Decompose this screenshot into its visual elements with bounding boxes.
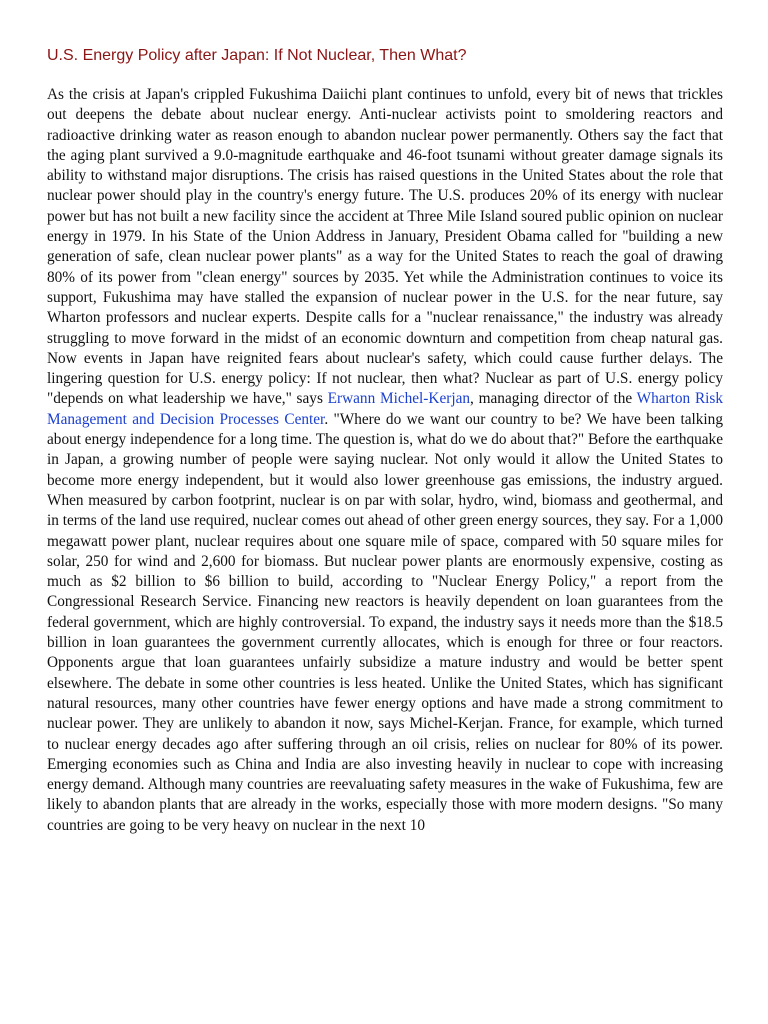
article-body — [47, 85, 723, 836]
body-text-segment-3: . "Where do we want our country to be? We have been talking about energy independence for a long time. The question is, what do we do about that?" Before the earthquake in Japan, a growing number of people were saying nuclear. Not only would it allow the United States to become more energy independent, but it would also lower greenhouse gas emissions, the industry argued. When measured by carbon footprint, nuclear is on par with solar, hydro, wind, biomass and geothermal, and in terms of the land use required, nuclear comes out ahead of other green energy sources, they say. For a 1,000 megawatt power plant, nuclear requires about one square mile of space, compared with 50 square miles for solar, 250 for wind and 2,600 for biomass. But nuclear power plants are enormously expensive, costing as much as $2 billion to $6 billion to build, according to "Nuclear Energy Policy," a report from the Congressional Research Service. Financing new reactors is heavily dependent on loan guarantees from the federal government, which are highly controversial. To expand, the industry says it needs more than the $18.5 billion in loan guarantees the government currently allocates, which is enough for three or four reactors. Opponents argue that loan guarantees unfairly subsidize a mature industry and would be better spent elsewhere. The debate in some other countries is less heated. Unlike the United States, which has significant natural resources, many other countries have fewer energy options and have made a strong commitment to nuclear power. They are unlikely to abandon it now, says Michel-Kerjan. France, for example, which turned to nuclear energy decades ago after suffering through an oil crisis, relies on nuclear for 80% of its power. Emerging economies such as China and India are also investing heavily in nuclear to cope with increasing energy demand. Although many countries are reevaluating safety measures in the wake of Fukushima, few are likely to abandon plants that are already in the works, especially those with more modern designs. "So many countries are going to be very heavy on nuclear in the next 10 — [47, 410, 723, 834]
body-text-segment-2: , managing director of the — [470, 390, 637, 408]
organization-link-wharton-risk-center[interactable]: Wharton Risk Management and Decision Processes Center — [47, 390, 723, 428]
person-link-michel-kerjan[interactable]: Erwann Michel-Kerjan — [327, 390, 471, 408]
article-title: U.S. Energy Policy after Japan: If Not Nuclear, Then What? — [47, 47, 467, 64]
document-page — [47, 0, 723, 836]
body-text-segment-1: As the crisis at Japan's crippled Fukushima Daiichi plant continues to unfold, every bit of news that trickles out deepens the debate about nuclear energy. Anti-nuclear activists point to smoldering reactors and radioactive drinking water as reason enough to abandon nuclear power permanently. Others say the fact that the aging plant survived a 9.0-magnitude earthquake and 46-foot tsunami without greater damage signals its ability to withstand major disruptions. The crisis has raised questions in the United States about the role that nuclear power should play in the country's energy future. The U.S. produces 20% of its energy with nuclear power but has not built a new facility since the accident at Three Mile Island soured public opinion on nuclear energy in 1979. In his State of the Union Address in January, President Obama called for "building a new generation of safe, clean nuclear power plants" as a way for the United States to reach the goal of drawing 80% of its power from "clean energy" sources by 2035. Yet while the Administration continues to voice its support, Fukushima may have stalled the expansion of nuclear power in the U.S. for the near future, say Wharton professors and nuclear experts. Despite calls for a "nuclear renaissance," the industry was already struggling to move forward in the midst of an economic downturn and competition from cheap natural gas. Now events in Japan have reignited fears about nuclear's safety, which could cause further delays. The lingering question for U.S. energy policy: If not nuclear, then what? Nuclear as part of U.S. energy policy "depends on what leadership we have," says — [47, 86, 723, 408]
